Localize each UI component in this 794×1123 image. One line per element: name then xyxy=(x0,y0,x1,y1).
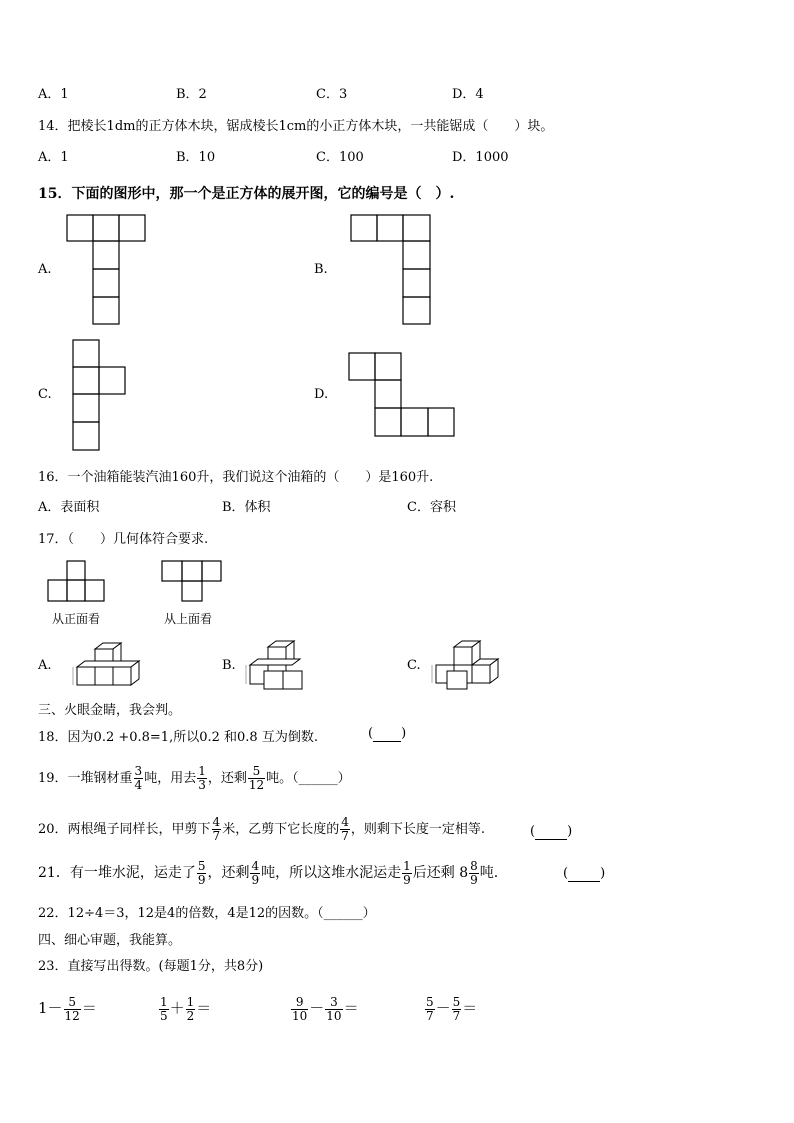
q18-text: 18．因为0.2 +0.8=1,所以0.2 和0.8 互为倒数. xyxy=(38,730,318,745)
calc-2-fraction-b xyxy=(186,996,196,1022)
q13-option-c: C．3 xyxy=(316,87,348,102)
q19-mid1: 吨，用去 xyxy=(144,771,197,786)
q17-label-a: A. xyxy=(38,658,52,673)
q19-prefix: 19．一堆钢材重 xyxy=(38,771,133,786)
q21-line xyxy=(38,856,498,890)
q20-f1-den: 7 xyxy=(212,829,221,843)
q21-mid3: 后还剩 8 xyxy=(412,865,469,881)
front-view-label: 从正面看 xyxy=(52,612,101,626)
q16-stem: 16．一个油箱能装汽油160升，我们说这个油箱的（ ）是160升. xyxy=(38,470,434,485)
q16-option-b: B．体积 xyxy=(222,500,271,515)
calc-1-lead: 1－ xyxy=(38,999,63,1017)
q21-mid1: ，还剩 xyxy=(207,865,250,881)
q20-mid1: 米，乙剪下它长度的 xyxy=(222,822,340,837)
calc-1-eq: ＝ xyxy=(81,999,97,1017)
q20-f2-den: 7 xyxy=(341,829,349,843)
q14-stem: 14．把棱长1dm的正方体木块，锯成棱长1cm的小正方体木块，一共能锯成（ ）块。 xyxy=(38,119,554,134)
calc-4-a-den: 7 xyxy=(426,1008,434,1023)
q19-f1-num: 3 xyxy=(134,764,143,779)
q21-f1-den: 9 xyxy=(197,872,206,887)
section-3-heading: 三、火眼金睛，我会判。 xyxy=(38,703,182,718)
view-figures xyxy=(0,555,794,695)
calc-item-1 xyxy=(38,990,97,1026)
calc-2-op: ＋ xyxy=(169,999,185,1017)
calc-2-b-num: 1 xyxy=(186,994,195,1009)
section-4-heading: 四、细心审题，我能算。 xyxy=(38,933,182,948)
calc-2-a-num: 1 xyxy=(160,994,168,1009)
q16-option-c: C．容积 xyxy=(407,500,456,515)
calc-4-fraction-a xyxy=(425,996,435,1022)
q20-suffix: ，则剩下长度一定相等. xyxy=(350,822,485,837)
calc-1-a-num: 5 xyxy=(64,996,81,1010)
q20-fraction-1 xyxy=(212,816,222,842)
q19-f3-den: 12 xyxy=(248,778,265,792)
net-a xyxy=(67,215,145,324)
q15-label-b: B. xyxy=(314,262,328,277)
q21-f3-den: 9 xyxy=(403,872,411,887)
q15-label-d: D. xyxy=(314,387,329,402)
q21-suffix: 吨. xyxy=(479,865,499,881)
q19-mid2: ，还剩 xyxy=(207,771,247,786)
q14-option-b: B．10 xyxy=(176,150,216,165)
calc-2-eq: ＝ xyxy=(196,999,212,1017)
front-view xyxy=(48,561,104,601)
calc-3-eq: ＝ xyxy=(343,999,359,1017)
q21-fraction-4 xyxy=(469,860,479,886)
q21-prefix: 21．有一堆水泥，运走了 xyxy=(38,865,196,881)
calc-2-b-den: 2 xyxy=(186,1008,195,1023)
q20-f2-num: 4 xyxy=(341,815,349,830)
calc-3-b-num: 3 xyxy=(325,996,342,1010)
q18-answer-blank: ( ) xyxy=(368,726,407,741)
q21-fraction-3 xyxy=(402,860,412,886)
calc-3-fraction-a xyxy=(291,996,308,1022)
q22-text: 22．12÷4＝3，12是4的倍数，4是12的因数。（______） xyxy=(38,906,376,921)
calc-3-a-den: 10 xyxy=(292,1008,308,1023)
calc-4-fraction-b xyxy=(452,996,462,1022)
calc-item-4 xyxy=(424,990,477,1026)
q14-option-c: C．100 xyxy=(316,150,364,165)
calc-4-b-num: 5 xyxy=(452,994,461,1009)
calc-3-fraction-b xyxy=(325,996,342,1022)
cube-net-figures xyxy=(0,0,794,460)
solid-b xyxy=(246,641,302,689)
calc-4-a-num: 5 xyxy=(426,994,434,1009)
q17-stem: 17．（ ）几何体符合要求. xyxy=(38,532,209,547)
q19-f3-num: 5 xyxy=(248,765,265,779)
net-c xyxy=(73,340,125,450)
q13-option-b: B．2 xyxy=(176,87,207,102)
calc-item-2 xyxy=(158,990,211,1026)
q16-option-a: A．表面积 xyxy=(38,500,100,515)
q15-label-a: A. xyxy=(38,262,52,277)
q19-line xyxy=(38,762,351,796)
net-d xyxy=(349,353,454,436)
q21-f2-num: 4 xyxy=(251,858,260,873)
calc-1-a-den: 12 xyxy=(64,1008,80,1023)
calc-4-op: － xyxy=(435,999,451,1017)
q19-f1-den: 4 xyxy=(134,778,143,792)
q14-option-d: D．1000 xyxy=(452,150,509,165)
calc-4-b-den: 7 xyxy=(452,1008,461,1023)
q21-f1-num: 5 xyxy=(197,858,206,873)
q19-fraction-2 xyxy=(197,765,207,791)
q15-stem: 15．下面的图形中，那一个是正方体的展开图，它的编号是（ ）. xyxy=(38,186,455,202)
q13-option-d: D．4 xyxy=(452,87,484,102)
q21-answer-blank: ( ) xyxy=(563,866,606,881)
q21-f3-num: 1 xyxy=(403,858,411,873)
calc-2-fraction-a xyxy=(159,996,169,1022)
q20-prefix: 20．两根绳子同样长，甲剪下 xyxy=(38,822,211,837)
top-view xyxy=(162,561,221,601)
q17-label-b: B. xyxy=(222,658,236,673)
q19-fraction-1 xyxy=(134,765,144,791)
calc-3-op: － xyxy=(309,999,325,1017)
top-view-label: 从上面看 xyxy=(164,612,213,626)
q13-option-a: A．1 xyxy=(38,87,69,102)
q19-f2-den: 3 xyxy=(198,778,206,792)
q17-label-c: C. xyxy=(407,658,421,673)
q21-f4-num: 8 xyxy=(470,858,478,873)
q21-fraction-1 xyxy=(197,860,207,886)
calc-2-a-den: 5 xyxy=(160,1008,168,1023)
q19-f2-num: 1 xyxy=(198,764,206,779)
calc-1-fraction-a xyxy=(64,996,81,1022)
q21-fraction-2 xyxy=(250,860,260,886)
q19-fraction-3 xyxy=(248,765,265,791)
q14-option-a: A．1 xyxy=(38,150,69,165)
net-b xyxy=(351,215,430,324)
q19-suffix: 吨。（______） xyxy=(266,771,351,786)
q21-f4-den: 9 xyxy=(470,872,478,887)
q15-label-c: C. xyxy=(38,387,52,402)
q20-answer-blank: ( ) xyxy=(530,824,573,839)
calc-3-a-num: 9 xyxy=(291,996,308,1010)
calc-3-b-den: 10 xyxy=(326,1008,342,1023)
calc-item-3 xyxy=(290,990,359,1026)
q23-stem: 23．直接写出得数。(每题1分，共8分) xyxy=(38,959,264,974)
q21-mid2: 吨，所以这堆水泥运走 xyxy=(261,865,402,881)
q20-line xyxy=(38,813,485,847)
solid-a xyxy=(73,643,139,685)
q20-f1-num: 4 xyxy=(212,815,221,830)
calc-4-eq: ＝ xyxy=(462,999,478,1017)
solid-c xyxy=(432,641,498,689)
q21-f2-den: 9 xyxy=(251,872,260,887)
q20-fraction-2 xyxy=(340,816,350,842)
